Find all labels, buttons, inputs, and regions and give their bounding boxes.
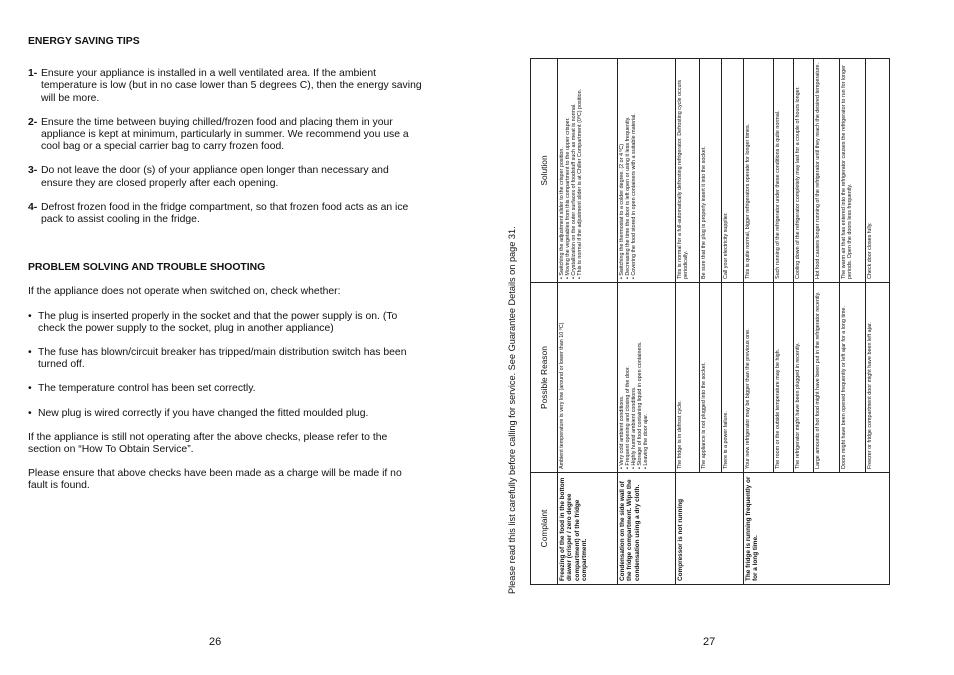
reason-text: The refrigerator might have been plugged in recently. <box>795 342 801 469</box>
solution-text: The warm air that has entered into the refrigerator causes the refrigerator to run for longer periods. Open the doors less frequently. <box>841 65 854 279</box>
reason-cell <box>866 283 890 473</box>
trouble-intro: If the appliance does not operate when switched on, check whether: <box>28 286 341 298</box>
solution-cell <box>700 59 722 283</box>
reason-text: Doors might have been opened frequently or left ajar for a long time. <box>841 305 847 469</box>
solution-text: Call your electricity supplier. <box>723 212 729 279</box>
solution-text: • Moving the vegetables from this compartment to the upper crisper. <box>565 117 572 279</box>
solution-cell <box>814 59 840 283</box>
solution-text: Cooling down of the refrigerator completely may last for a couple of hours longer. <box>795 86 801 279</box>
tip-text: Defrost frozen food in the fridge compartment, so that frozen food acts as an ice pack to assist cooling in the fridge. <box>41 201 409 226</box>
solution-cell <box>676 59 700 283</box>
tip-number: 1- <box>28 68 38 80</box>
table-row <box>618 59 676 585</box>
check-text: The temperature control has been set correctly. <box>38 383 256 395</box>
reason-cell <box>814 283 840 473</box>
solution-text: Check door closes fully. <box>867 222 873 279</box>
reason-cell <box>618 283 676 473</box>
reason-cell <box>676 283 700 473</box>
solution-text: This is quite normal, bigger refrigerators operate for longer times. <box>745 123 751 279</box>
reason-text: Your new refrigerator may be bigger than the previous one. <box>745 328 751 469</box>
energy-saving-heading: ENERGY SAVING TIPS <box>28 36 140 47</box>
tip-number: 4- <box>28 201 38 213</box>
reason-text: Large amounts of hot food might have been put in the refrigerator recently. <box>815 291 821 469</box>
reason-cell <box>700 283 722 473</box>
solution-text: • Decreasing the time the door is left open or using it less frequently. <box>625 116 632 279</box>
reason-text: There is a power failure. <box>723 411 729 469</box>
header-complaint: Complaint <box>531 473 558 585</box>
solution-text: • Switching the adjustment slider to the crisper position. <box>559 147 565 279</box>
still-not-operating-note: If the appliance is still not operating after the above checks, please refer to the section on “How To Obtain Service”. <box>28 431 388 456</box>
complaint-cell: Compressor is not running <box>676 473 744 585</box>
reason-text: Ambient temperature is very low (around or lower than 10 ºC) <box>559 322 565 469</box>
complaint-cell: Condensation on the side wall of the fridge compartment. Wipe the condensation using a dry cloth. <box>618 473 676 585</box>
right-page <box>504 59 889 594</box>
reason-text: • Highly humid ambient conditions. <box>631 386 638 469</box>
reason-text: • Storage of food containing liquid in open containers. <box>637 341 644 469</box>
table-body <box>558 59 890 585</box>
solution-cell <box>744 59 774 283</box>
solution-text: • Covering the food stored in open containers with a suitable material. <box>631 113 638 279</box>
solution-cell <box>840 59 866 283</box>
table-row <box>676 59 700 585</box>
table-row <box>744 59 774 585</box>
check-text: New plug is wired correctly if you have changed the fitted moulded plug. <box>38 407 369 419</box>
left-page <box>28 36 423 493</box>
reason-text: • Very cold ambient conditions. <box>619 395 625 469</box>
check-item: • The temperature control has been set correctly. <box>28 383 256 395</box>
reason-text: The appliance is not plugged into the socket. <box>701 362 707 469</box>
solution-text: • Crystallization on the outer surfaces of foodstuff such as meat is normal. <box>571 103 578 279</box>
reason-text: The room or the outside temperature may be high. <box>775 348 781 469</box>
charge-note: Please ensure that above checks have been made as a charge will be made if no fault is found. <box>28 468 402 492</box>
trouble-table <box>530 58 890 585</box>
check-item: • New plug is wired correctly if you have changed the fitted moulded plug. <box>28 407 369 419</box>
tip-number: 3- <box>28 165 38 177</box>
header-solution: Solution <box>531 59 558 283</box>
tip-3 <box>28 165 423 189</box>
reason-text: • Leaving the door ajar. <box>643 413 650 469</box>
service-caption: Please read this list carefully before calling for service. See Guarantee Details on page 31. <box>507 226 517 594</box>
tip-4 <box>28 202 423 226</box>
check-text: The plug is inserted properly in the socket and that the power supply is on. (To check the power supply to the socket, plug in another appliance) <box>38 310 398 334</box>
solution-text: • Switching the thermostat to a colder degree. (2 or 4 ºC) <box>619 143 625 279</box>
reason-text: The fridge is in defrost cycle. <box>677 400 683 469</box>
solution-text: This is normal for a full-automatically defrosting refrigerator. Defrosting cycle occurs periodically. <box>677 80 690 279</box>
reason-cell <box>794 283 814 473</box>
solution-cell <box>558 59 618 283</box>
tip-1 <box>28 68 423 105</box>
reason-cell <box>840 283 866 473</box>
solution-text: • This is normal if the adjustment slider is at Chiller Compartment (0ºC) position. <box>577 88 584 279</box>
solution-cell <box>866 59 890 283</box>
solution-cell <box>722 59 744 283</box>
reason-cell <box>744 283 774 473</box>
tip-2 <box>28 117 423 154</box>
trouble-shooting-heading: PROBLEM SOLVING AND TROUBLE SHOOTING <box>28 262 266 274</box>
reason-text: • Frequent opening and closing of the door. <box>625 366 632 469</box>
reason-cell <box>774 283 794 473</box>
header-possible-reason: Possible Reason <box>531 283 558 473</box>
reason-cell <box>558 283 618 473</box>
tip-number: 2- <box>28 116 38 128</box>
reason-cell <box>722 283 744 473</box>
solution-cell <box>774 59 794 283</box>
page-number-right: 27 <box>703 636 716 648</box>
solution-text: Hot food causes longer running of the refrigerator until they reach the desired temperature. <box>815 62 821 279</box>
tip-text: Ensure your appliance is installed in a well ventilated area. If the ambient temperature is low (but in no case lower than 5 degrees C), then the energy saving will be more. <box>41 68 422 104</box>
page-number-left: 26 <box>209 636 222 648</box>
solution-text: Such running of the refrigerator under these conditions is quite normal. <box>775 110 781 279</box>
tip-text: Do not leave the door (s) of your appliance open longer than necessary and ensure they are closed properly after each opening. <box>41 165 389 189</box>
check-item: • The fuse has blown/circuit breaker has tripped/main distribution switch has been turned off. <box>28 347 407 371</box>
check-text: The fuse has blown/circuit breaker has tripped/main distribution switch has been turned off. <box>38 347 407 371</box>
check-item: • The plug is inserted properly in the socket and that the power supply is on. (To check the power supply to the socket, plug in another appliance) <box>28 310 398 334</box>
solution-cell <box>794 59 814 283</box>
complaint-cell: The fridge is running frequently or for a long time. <box>744 473 890 585</box>
reason-text: Freezer or fridge compartment door might have been left ajar. <box>867 322 873 469</box>
tip-text: Ensure the time between buying chilled/frozen food and placing them in your appliance is kept at minimum, particularly in summer. We recommend you use a cool bag or a special carrier bag to carry frozen food. <box>41 116 409 153</box>
complaint-cell: Freezing of the food in the bottom drawer (crisper / zero degree compartment) of the fridge compartment. <box>558 473 618 585</box>
solution-text: Be sure that the plug is properly insert it into the socket. <box>701 146 707 279</box>
solution-cell <box>618 59 676 283</box>
table-row <box>558 59 618 585</box>
